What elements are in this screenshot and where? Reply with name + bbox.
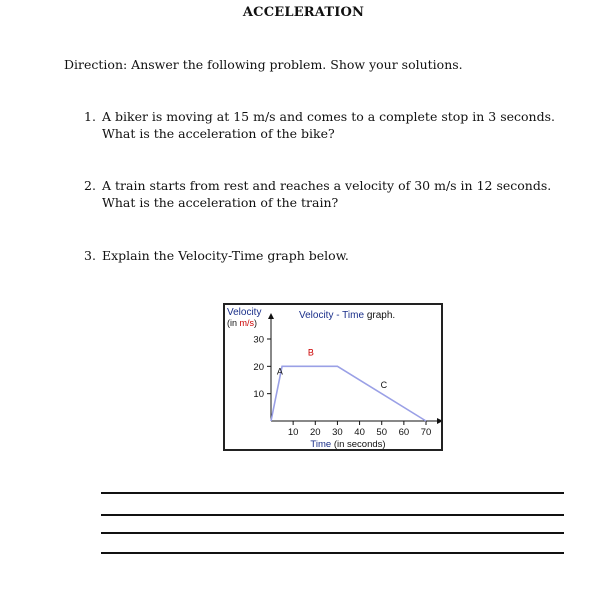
directions-text: Direction: Answer the following problem. Show your solutions. — [64, 57, 463, 72]
answer-line — [101, 514, 564, 516]
chart-title: Velocity - Time graph. — [299, 310, 396, 321]
question-2 — [84, 177, 551, 211]
question-number: 1. — [84, 109, 96, 124]
segment-label: A — [276, 366, 283, 377]
answer-line — [101, 552, 564, 554]
y-axis-unit-label: (in m/s) — [227, 318, 258, 328]
question-text: What is the acceleration of the bike? — [102, 126, 335, 141]
x-tick-label: 20 — [309, 427, 321, 438]
question-1 — [84, 108, 555, 142]
worksheet-title: ACCELERATION — [242, 5, 365, 20]
y-tick-label: 30 — [253, 334, 264, 346]
segment-label: B — [307, 347, 314, 358]
question-text: What is the acceleration of the train? — [102, 195, 339, 210]
answer-line — [101, 492, 564, 494]
chart-svg — [225, 305, 441, 449]
x-axis-label: Time (in seconds) — [310, 439, 386, 449]
question-text: Explain the Velocity-Time graph below. — [102, 248, 349, 263]
velocity-line — [271, 366, 426, 421]
x-tick-label: 40 — [354, 427, 365, 438]
x-tick-label: 70 — [420, 427, 432, 438]
question-text: A train starts from rest and reaches a velocity of 30 m/s in 12 seconds. — [102, 178, 552, 193]
y-tick-label: 20 — [253, 361, 264, 373]
y-axis-label: Velocity — [227, 307, 262, 318]
y-axis-arrow — [268, 313, 274, 319]
y-tick-label: 10 — [253, 389, 264, 401]
segment-label: C — [380, 380, 388, 391]
x-tick-label: 30 — [332, 427, 343, 438]
question-3 — [84, 247, 349, 264]
question-number: 2. — [84, 178, 96, 193]
x-tick-label: 50 — [376, 427, 388, 438]
x-tick-label: 60 — [398, 427, 410, 438]
answer-line — [101, 532, 564, 534]
question-number: 3. — [84, 248, 96, 263]
x-tick-label: 10 — [287, 427, 299, 438]
x-axis-arrow — [437, 418, 441, 424]
velocity-time-graph — [223, 303, 443, 451]
question-text: A biker is moving at 15 m/s and comes to a complete stop in 3 seconds. — [102, 109, 555, 124]
